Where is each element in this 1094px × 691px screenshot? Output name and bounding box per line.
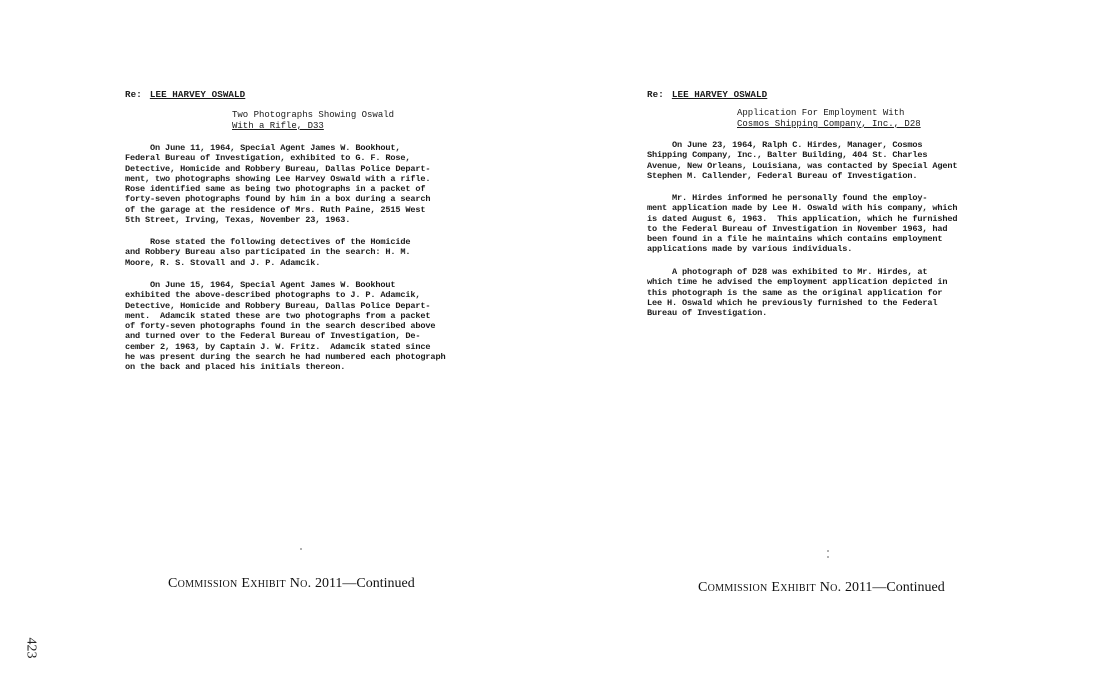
heading-line-2: Cosmos Shipping Company, Inc., D28 xyxy=(737,119,921,129)
re-label: Re: xyxy=(647,89,664,100)
exhibit-footer xyxy=(698,580,945,596)
scan-speck xyxy=(300,548,302,550)
scan-speck xyxy=(827,550,829,552)
paragraph xyxy=(647,193,1037,255)
section-heading xyxy=(232,110,394,132)
paragraph-line: 5th Street, Irving, Texas, November 23, 1963. xyxy=(125,215,351,226)
paragraph xyxy=(647,140,1037,181)
footer-rest: 2011—Continued xyxy=(841,580,945,595)
paragraph-line: of the garage at the residence of Mrs. Ruth Paine, 2515 West xyxy=(125,204,426,215)
paragraph-line: Federal Bureau of Investigation, exhibited to G. F. Rose, xyxy=(125,153,411,164)
footer-rest: 2011—Continued xyxy=(311,576,415,591)
paragraph xyxy=(125,280,505,373)
paragraph-line: ment, two photographs showing Lee Harvey Oswald with a rifle. xyxy=(125,173,431,184)
paragraph-line: forty-seven photographs found by him in a box during a search xyxy=(125,194,431,205)
paragraph xyxy=(125,237,505,268)
paragraph-line: applications made by various individuals. xyxy=(647,244,853,255)
paragraph-line: this photograph is the same as the original application for xyxy=(647,287,943,298)
paragraph-line: he was present during the search he had numbered each photograph xyxy=(125,352,446,363)
paragraph-line: Detective, Homicide and Robbery Bureau, Dallas Police Depart- xyxy=(125,300,431,311)
heading-line-1: Two Photographs Showing Oswald xyxy=(232,110,395,120)
paragraph-line: of forty-seven photographs found in the search described above xyxy=(125,321,436,332)
section-heading xyxy=(737,108,921,130)
paragraph-line: Detective, Homicide and Robbery Bureau, Dallas Police Depart- xyxy=(125,163,431,174)
paragraph-line: ment. Adamcik stated these are two photographs from a packet xyxy=(125,310,431,321)
paragraph-line: Rose identified same as being two photographs in a packet of xyxy=(125,184,426,195)
exhibit-footer xyxy=(168,576,415,592)
paragraph xyxy=(125,143,505,225)
paragraph-line: Shipping Company, Inc., Balter Building, 404 St. Charles xyxy=(647,150,928,161)
paragraph-line: on the back and placed his initials thereon. xyxy=(125,362,346,373)
paragraph-line: Avenue, New Orleans, Louisiana, was contacted by Special Agent xyxy=(647,160,958,171)
paragraph-line: which time he advised the employment application depicted in xyxy=(647,277,948,288)
paragraph-line: A photograph of D28 was exhibited to Mr. Hirdes, at xyxy=(647,267,928,277)
paragraph-line: been found in a file he maintains which contains employment xyxy=(647,234,943,245)
scan-speck xyxy=(827,556,829,558)
paragraph-line: Rose stated the following detectives of the Homicide xyxy=(125,237,411,247)
re-line xyxy=(647,89,767,100)
re-label: Re: xyxy=(125,89,142,100)
paragraph-line: Moore, R. S. Stovall and J. P. Adamcik. xyxy=(125,257,321,268)
paragraph-line: is dated August 6, 1963. This application, which he furnished xyxy=(647,213,958,224)
heading-line-2: With a Rifle, D33 xyxy=(232,121,324,131)
paragraph-line: cember 2, 1963, by Captain J. W. Fritz. Adamcik stated since xyxy=(125,341,431,352)
paragraph-line: ment application made by Lee H. Oswald with his company, which xyxy=(647,203,958,214)
paragraph-line: exhibited the above-described photographs to J. P. Adamcik, xyxy=(125,290,421,301)
right-page xyxy=(547,0,1094,691)
paragraph xyxy=(647,267,1037,318)
paragraph-line: On June 23, 1964, Ralph C. Hirdes, Manager, Cosmos xyxy=(647,140,923,150)
paragraph-line: Lee H. Oswald which he previously furnished to the Federal xyxy=(647,297,938,308)
paragraph-line: Stephen M. Callender, Federal Bureau of Investigation. xyxy=(647,170,918,181)
footer-small-caps: Commission Exhibit No. xyxy=(168,576,312,591)
heading-line-1: Application For Employment With xyxy=(737,108,905,118)
re-subject: LEE HARVEY OSWALD xyxy=(149,89,246,100)
paragraph-line: On June 11, 1964, Special Agent James W. Bookhout, xyxy=(125,143,401,153)
re-line xyxy=(125,89,245,100)
page-number: 423 xyxy=(23,637,39,659)
paragraph-line: to the Federal Bureau of Investigation in November 1963, had xyxy=(647,223,948,234)
paragraph-line: Mr. Hirdes informed he personally found the employ- xyxy=(647,193,928,203)
paragraph-line: Bureau of Investigation. xyxy=(647,308,768,319)
paragraph-line: and turned over to the Federal Bureau of Investigation, De- xyxy=(125,331,421,342)
paragraph-line: On June 15, 1964, Special Agent James W. Bookhout xyxy=(125,280,396,290)
re-subject: LEE HARVEY OSWALD xyxy=(671,89,768,100)
footer-small-caps: Commission Exhibit No. xyxy=(698,580,842,595)
paragraph-line: and Robbery Bureau also participated in the search: H. M. xyxy=(125,247,411,258)
